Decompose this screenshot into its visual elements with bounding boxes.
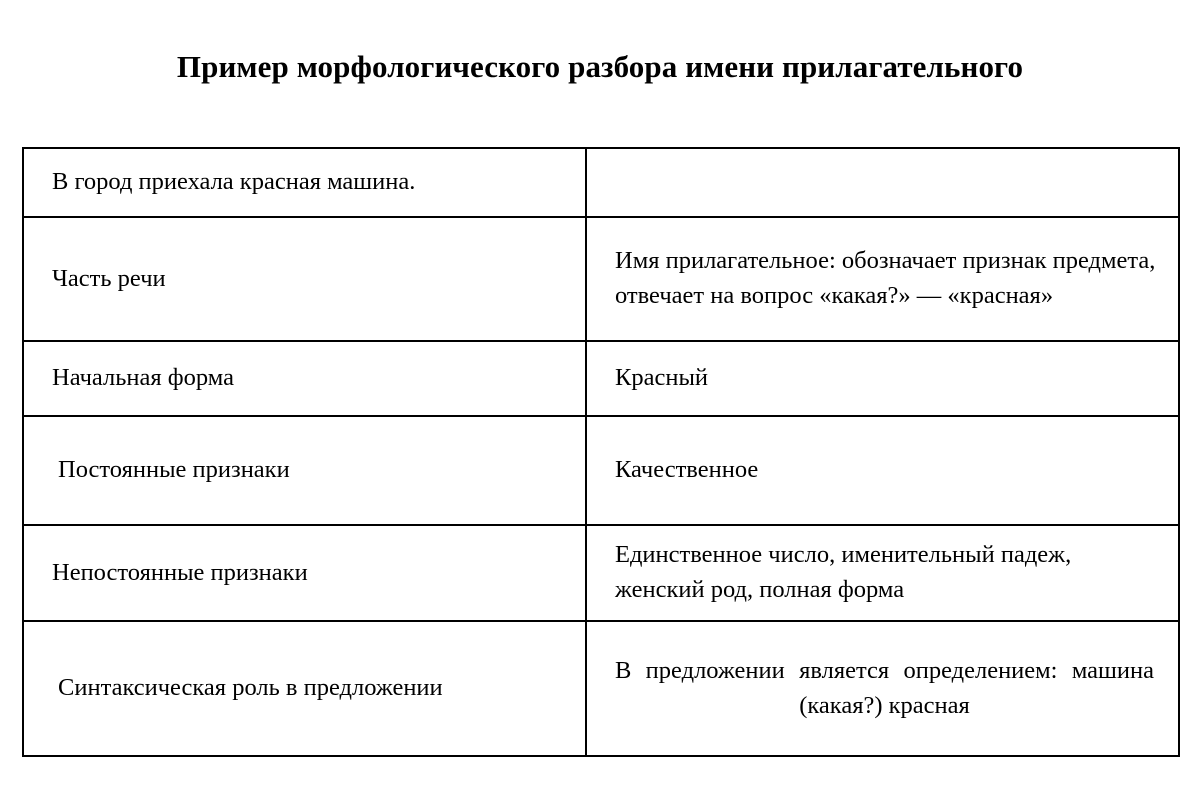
variable-features-label: Непостоянные признаки (52, 558, 308, 586)
syntactic-role-value: В предложении является определением: машина (какая?) красная (615, 656, 1154, 719)
cell-value-syntactic-role (586, 621, 1179, 756)
syntactic-role-label: Синтаксическая роль в предложении (58, 674, 443, 702)
constant-features-value: Качественное (615, 456, 759, 484)
example-sentence-text: В город приехала красная машина. (52, 168, 416, 196)
cell-term-sentence (23, 148, 586, 217)
cell-value-variable-features (586, 525, 1179, 621)
page-title: Пример морфологического разбора имени прилагательного (176, 48, 1024, 84)
cell-value-part-of-speech (586, 217, 1179, 341)
constant-features-label: Постоянные признаки (58, 456, 290, 484)
cell-value-constant-features (586, 416, 1179, 525)
table-row (23, 341, 1179, 416)
cell-value-initial-form (586, 341, 1179, 416)
cell-term-part-of-speech (23, 217, 586, 341)
cell-term-initial-form (23, 341, 586, 416)
morphological-analysis-table (22, 147, 1180, 757)
cell-value-sentence (586, 148, 1179, 217)
initial-form-value: Красный (615, 364, 709, 392)
table-row (23, 621, 1179, 756)
cell-term-syntactic-role (23, 621, 586, 756)
cell-term-variable-features (23, 525, 586, 621)
initial-form-label: Начальная форма (52, 364, 234, 392)
cell-term-constant-features (23, 416, 586, 525)
variable-features-value: Единственное число, именительный падеж, женский род, полная форма (615, 541, 1072, 603)
table-row (23, 217, 1179, 341)
table-row (23, 525, 1179, 621)
part-of-speech-value: Имя прилагательное: обозначает признак предмета, отвечает на вопрос «какая?» — «красная» (615, 247, 1156, 309)
table-row (23, 148, 1179, 217)
part-of-speech-label: Часть речи (52, 264, 166, 292)
table-row (23, 416, 1179, 525)
